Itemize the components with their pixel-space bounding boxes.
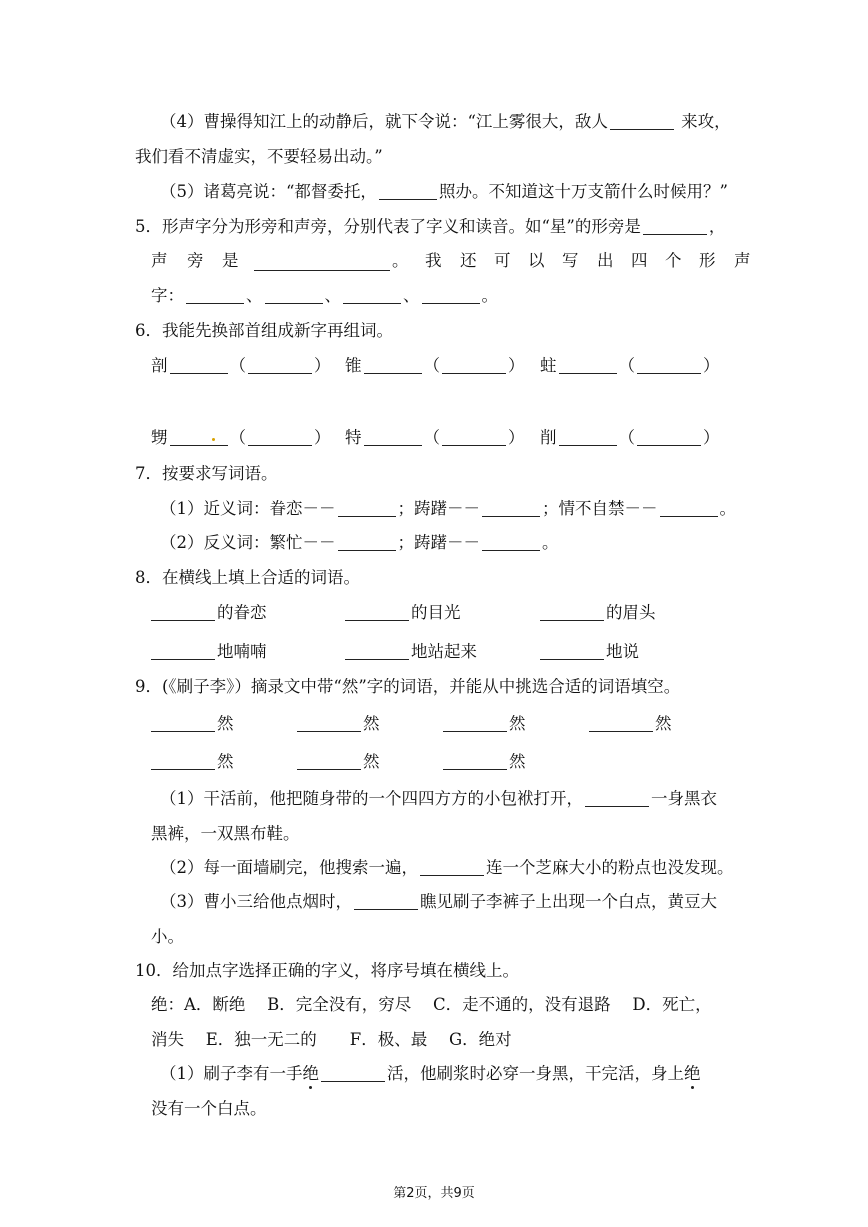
q8-title: 8．在横线上填上合适的词语。 [135,568,360,587]
q9-ran-item: 然 [443,713,526,735]
q9-ran-item: 然 [589,713,672,735]
q9-ran-item: 然 [443,751,526,773]
q6-title: 6．我能先换部首组成新字再组词。 [135,321,393,340]
blank [186,285,244,304]
q9-ran-item: 然 [151,713,234,735]
q9-s3-cont: 小。 [151,927,184,946]
q10-def-line1: 绝：A．断绝 B．完全没有，穷尽 C．走不通的，没有退路 D．死亡， [151,995,712,1014]
q8-item: 的目光 [345,602,461,624]
q8-item: 的眉头 [540,602,656,624]
q10-title: 10．给加点字选择正确的字义，将序号填在横线上。 [135,961,519,980]
q6-item: 削 （ ） [540,428,720,447]
q4-line4: （4）曹操得知江上的动静后，就下令说：“江上雾很大，敌人 来攻， [160,112,731,131]
q9-ran-item: 然 [297,751,380,773]
q9-s1-cont: 黑裤，一双黑布鞋。 [151,824,300,843]
q7-line1: （1）近义词：眷恋－－ ；踌躇－－ ；情不自禁－－ 。 [160,499,736,518]
q6-item: 甥 （ ） [151,428,331,447]
q9-s3: （3）曹小三给他点烟时， 瞧见刷子李裤子上出现一个白点，黄豆大 [160,892,717,911]
q6-item: 剖 （ ） [151,356,331,375]
q10-def-line2: 消失 E．独一无二的 F．极、最 G．绝对 [151,1030,512,1049]
q9-title: 9．(《刷子李》）摘录文中带“然”字的词语，并能从中挑选合适的词语填空。 [135,677,681,696]
q5-line3: 字： 、 、 、 。 [151,286,498,305]
q8-item: 地喃喃 [151,641,267,663]
dotted-char: 绝 [302,1064,319,1083]
q9-s2: （2）每一面墙刷完，他搜索一遍， 连一个芝麻大小的粉点也没发现。 [160,858,734,877]
q10-s1: （1）刷子李有一手绝 活，他刷浆时必穿一身黑，干完活，身上绝 [160,1064,701,1083]
q7-line2: （2）反义词：繁忙－－ ；踌躇－－ 。 [160,533,559,552]
q6-item: 锥 （ ） [345,356,525,375]
q6-item: 特 （ ） [345,428,525,447]
q4-line4-cont: 我们看不清虚实，不要轻易出动。” [135,147,383,166]
q8-item: 地说 [540,641,639,663]
q8-item: 的眷恋 [151,602,267,624]
q9-ran-item: 然 [151,751,234,773]
q9-s1: （1）干活前，他把随身带的一个四四方方的小包袱打开， 一身黑衣 [160,789,717,808]
blank [379,181,437,200]
blank [422,285,480,304]
q10-s1-cont: 没有一个白点。 [151,1099,267,1118]
blank [610,111,674,130]
q6-item: 蛀 （ ） [540,356,720,375]
blank [343,285,401,304]
blank [643,216,707,235]
q8-item: 地站起来 [345,641,477,663]
yellow-dot-mark [212,438,215,441]
q7-title: 7．按要求写词语。 [135,464,278,483]
blank [265,285,323,304]
dotted-char: 绝 [684,1064,701,1083]
q9-ran-item: 然 [297,713,380,735]
q4-line5: （5）诸葛亮说：“都督委托， 照办。不知道这十万支箭什么时候用？” [160,182,728,201]
blank [254,252,390,271]
page-footer: 第2页，共9页 [393,1186,475,1201]
q5-line1: 5．形声字分为形旁和声旁，分别代表了字义和读音。如“星”的形旁是 ， [135,217,726,236]
